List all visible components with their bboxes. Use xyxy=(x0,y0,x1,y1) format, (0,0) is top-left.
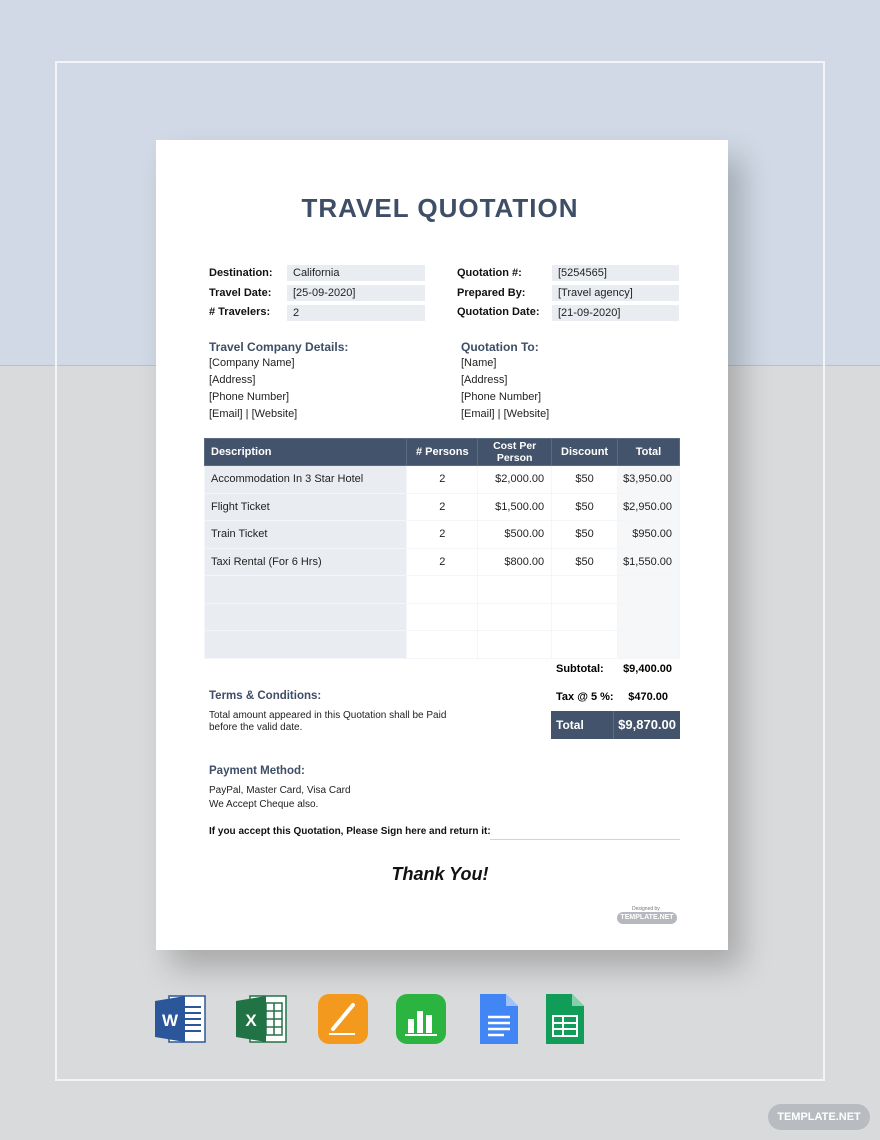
payment-line: We Accept Cheque also. xyxy=(209,799,319,810)
quotation-to-block xyxy=(461,355,549,423)
table-row xyxy=(205,521,680,549)
tax-value: $470.00 xyxy=(628,691,668,703)
description-cell[interactable] xyxy=(205,631,407,659)
table-header-row xyxy=(205,439,680,466)
description-cell[interactable]: Train Ticket xyxy=(205,521,407,549)
persons-cell[interactable]: 2 xyxy=(407,493,478,521)
total-cell[interactable] xyxy=(618,631,680,659)
quotation-date-label: Quotation Date: xyxy=(457,306,540,318)
table-row xyxy=(205,548,680,576)
discount-cell[interactable] xyxy=(552,603,618,631)
prepared-by-field[interactable]: [Travel agency] xyxy=(552,285,679,301)
word-icon[interactable] xyxy=(155,993,207,1045)
discount-cell[interactable]: $50 xyxy=(552,493,618,521)
company-line: [Address] xyxy=(209,374,256,386)
description-cell[interactable]: Flight Ticket xyxy=(205,493,407,521)
company-details-block xyxy=(209,355,297,423)
total-cell[interactable]: $3,950.00 xyxy=(618,466,680,494)
company-line: [Phone Number] xyxy=(209,391,290,403)
table-row xyxy=(205,493,680,521)
quotation-to-heading: Quotation To: xyxy=(461,340,539,354)
destination-field[interactable]: California xyxy=(287,265,425,281)
terms-heading: Terms & Conditions: xyxy=(209,690,322,702)
discount-cell[interactable] xyxy=(552,576,618,604)
table-row xyxy=(205,576,680,604)
persons-cell[interactable] xyxy=(407,576,478,604)
total-cell[interactable]: $950.00 xyxy=(618,521,680,549)
cost-cell[interactable]: $2,000.00 xyxy=(478,466,552,494)
subtotal-value: $9,400.00 xyxy=(623,663,672,675)
cost-cell[interactable]: $800.00 xyxy=(478,548,552,576)
template-badge-small: TEMPLATE.NET xyxy=(617,912,677,924)
cost-cell[interactable]: $1,500.00 xyxy=(478,493,552,521)
tax-label: Tax @ 5 %: xyxy=(556,691,614,703)
total-cell[interactable]: $1,550.00 xyxy=(618,548,680,576)
terms-line: Total amount appeared in this Quotation shall be Paid xyxy=(209,710,447,721)
cost-cell[interactable] xyxy=(478,576,552,604)
table-row xyxy=(205,466,680,494)
grand-total-value: $9,870.00 xyxy=(618,717,676,732)
terms-text xyxy=(209,710,446,734)
sign-instruction: If you accept this Quotation, Please Sign here and return it: xyxy=(209,826,491,837)
destination-label: Destination: xyxy=(209,267,273,279)
recipient-line: [Name] xyxy=(461,357,497,369)
discount-cell[interactable]: $50 xyxy=(552,521,618,549)
excel-icon[interactable] xyxy=(236,993,288,1045)
header-total: Total xyxy=(618,439,680,466)
grand-total-divider xyxy=(613,711,614,739)
word-letter: W xyxy=(161,1011,179,1030)
total-cell[interactable]: $2,950.00 xyxy=(618,493,680,521)
discount-cell[interactable]: $50 xyxy=(552,548,618,576)
thank-you-text: Thank You! xyxy=(391,864,489,884)
recipient-line: [Address] xyxy=(461,374,508,386)
header-persons: # Persons xyxy=(407,439,478,466)
description-cell[interactable] xyxy=(205,603,407,631)
quotation-date-field[interactable]: [21-09-2020] xyxy=(552,305,679,321)
page-title: TRAVEL QUOTATION xyxy=(301,193,579,223)
company-details-heading: Travel Company Details: xyxy=(209,340,349,354)
cost-cell[interactable] xyxy=(478,631,552,659)
quotation-table xyxy=(204,438,680,659)
quotation-number-field[interactable]: [5254565] xyxy=(552,265,679,281)
header-description: Description xyxy=(205,439,407,466)
subtotal-label: Subtotal: xyxy=(556,663,604,675)
google-sheets-icon[interactable] xyxy=(544,993,596,1045)
template-badge[interactable]: TEMPLATE.NET xyxy=(768,1104,870,1130)
discount-cell[interactable]: $50 xyxy=(552,466,618,494)
numbers-icon[interactable] xyxy=(395,993,447,1045)
payment-line: PayPal, Master Card, Visa Card xyxy=(209,785,351,796)
quotation-number-label: Quotation #: xyxy=(457,267,522,279)
discount-cell[interactable] xyxy=(552,631,618,659)
description-cell[interactable]: Taxi Rental (For 6 Hrs) xyxy=(205,548,407,576)
total-cell[interactable] xyxy=(618,603,680,631)
travelers-field[interactable]: 2 xyxy=(287,305,425,321)
terms-line: before the valid date. xyxy=(209,722,303,733)
cost-cell[interactable]: $500.00 xyxy=(478,521,552,549)
company-line: [Company Name] xyxy=(209,357,295,369)
header-cost-per-person: Cost Per Person xyxy=(478,439,552,466)
persons-cell[interactable] xyxy=(407,603,478,631)
table-row xyxy=(205,631,680,659)
grand-total-box xyxy=(551,711,680,739)
google-docs-icon[interactable] xyxy=(474,993,526,1045)
company-line: [Email] | [Website] xyxy=(209,408,298,420)
excel-letter: X xyxy=(245,1011,257,1030)
prepared-by-label: Prepared By: xyxy=(457,287,526,299)
persons-cell[interactable]: 2 xyxy=(407,466,478,494)
header-discount: Discount xyxy=(552,439,618,466)
pages-icon[interactable] xyxy=(317,993,369,1045)
cost-cell[interactable] xyxy=(478,603,552,631)
travelers-label: # Travelers: xyxy=(209,306,271,318)
travel-date-field[interactable]: [25-09-2020] xyxy=(287,285,425,301)
designed-by-text: Designed by xyxy=(632,906,660,912)
recipient-line: [Phone Number] xyxy=(461,391,542,403)
grand-total-label: Total xyxy=(556,718,584,732)
description-cell[interactable] xyxy=(205,576,407,604)
payment-text xyxy=(209,784,351,812)
total-cell[interactable] xyxy=(618,576,680,604)
persons-cell[interactable] xyxy=(407,631,478,659)
persons-cell[interactable]: 2 xyxy=(407,521,478,549)
description-cell[interactable]: Accommodation In 3 Star Hotel xyxy=(205,466,407,494)
travel-date-label: Travel Date: xyxy=(209,287,272,299)
persons-cell[interactable]: 2 xyxy=(407,548,478,576)
signature-line[interactable] xyxy=(490,839,680,840)
payment-heading: Payment Method: xyxy=(209,765,305,777)
recipient-line: [Email] | [Website] xyxy=(461,408,550,420)
table-row xyxy=(205,603,680,631)
